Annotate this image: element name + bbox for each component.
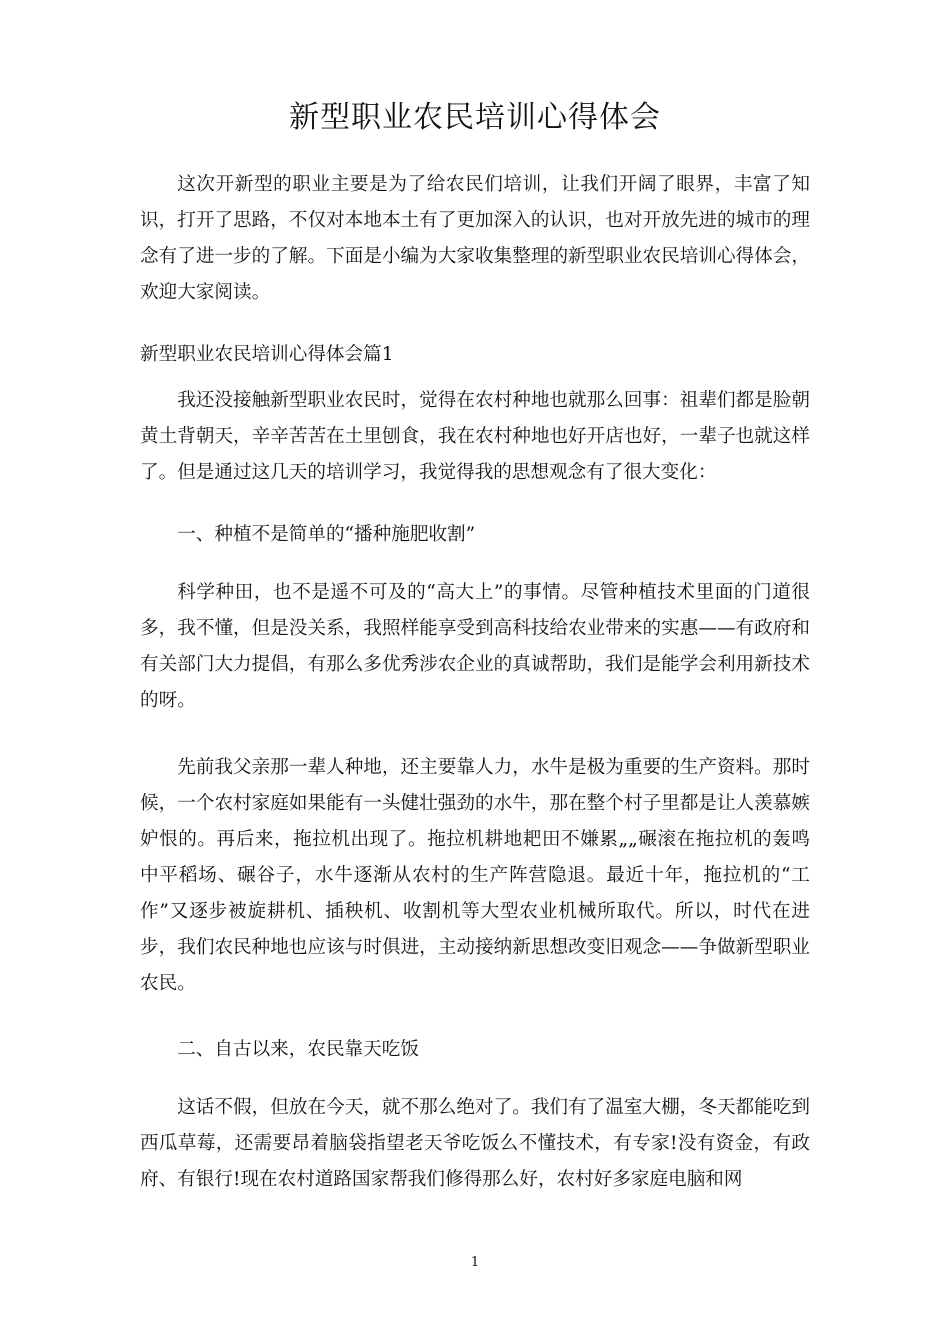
paragraph-2	[140, 575, 810, 719]
paragraph-2-text: 科学种田，也不是遥不可及的“高大上”的事情。尽管种植技术里面的门道很多，我不懂，但是没关系，我照样能享受到高科技给农业带来的实惠——有政府和有关部门大力提倡，有那么多优秀涉农企业的真诚帮助，我们是能学会利用新技术的呀。	[140, 582, 810, 711]
paragraph-3	[140, 750, 810, 1002]
paragraph-1-text: 我还没接触新型职业农民时，觉得在农村种地也就那么回事：祖辈们都是脸朝黄土背朝天，辛辛苦苦在土里刨食，我在农村种地也好开店也好，一辈子也就这样了。但是通过这几天的培训学习，我觉得我的思想观念有了很大变化：	[140, 390, 810, 483]
document-title: 新型职业农民培训心得体会	[289, 100, 661, 135]
intro-paragraph	[140, 167, 810, 311]
heading-2: 二、自古以来，农民靠天吃饭	[177, 1039, 419, 1060]
heading-1: 一、种植不是简单的“播种施肥收割”	[177, 524, 476, 545]
paragraph-4-text: 这话不假，但放在今天，就不那么绝对了。我们有了温室大棚，冬天都能吃到西瓜草莓，还需要昂着脑袋指望老天爷吃饭么不懂技术，有专家!没有资金，有政府、有银行!现在农村道路国家帮我们修得那么好，农村好多家庭电脑和网	[140, 1097, 810, 1190]
intro-text: 这次开新型的职业主要是为了给农民们培训，让我们开阔了眼界，丰富了知识，打开了思路，不仅对本地本土有了更加深入的认识，也对开放先进的城市的理念有了进一步的了解。下面是小编为大家收集整理的新型职业农民培训心得体会，欢迎大家阅读。	[140, 174, 810, 303]
page-number: 1	[470, 1255, 480, 1270]
paragraph-4	[140, 1090, 810, 1198]
paragraph-3-text: 先前我父亲那一辈人种地，还主要靠人力，水牛是极为重要的生产资料。那时候，一个农村家庭如果能有一头健壮强劲的水牛，那在整个村子里都是让人羡慕嫉妒恨的。再后来，拖拉机出现了。拖拉机耕地耙田不嫌累„„碾滚在拖拉机的轰鸣中平稻场、碾谷子，水牛逐渐从农村的生产阵营隐退。最近十年，拖拉机的“工作”又逐步被旋耕机、插秧机、收割机等大型农业机械所取代。所以，时代在进步，我们农民种地也应该与时俱进，主动接纳新思想改变旧观念——争做新型职业农民。	[140, 757, 810, 994]
paragraph-1	[140, 383, 810, 491]
section-title: 新型职业农民培训心得体会篇1	[140, 344, 394, 365]
